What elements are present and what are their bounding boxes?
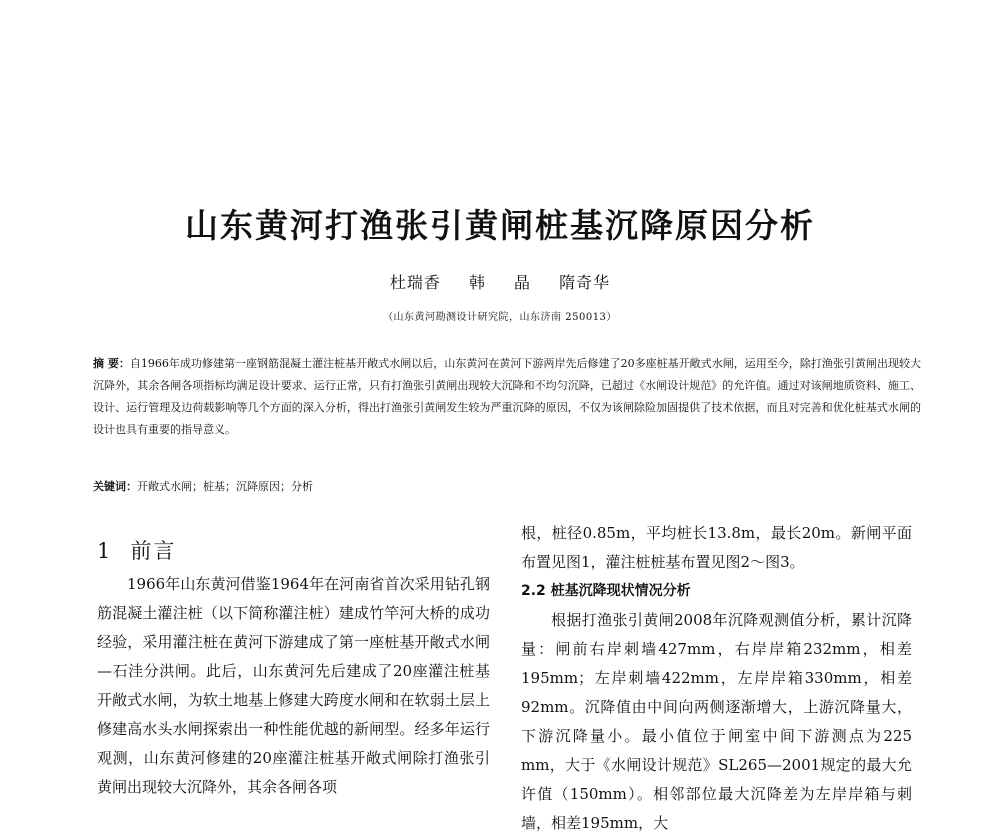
keywords-text: 开敞式水闸；桩基；沉降原因；分析 [137, 480, 313, 493]
section-1-title: 前言 [130, 539, 177, 563]
section-2-2-paragraph: 根据打渔张引黄闸2008年沉降观测值分析，累计沉降量：闸前右岸刺墙427mm，右岸岸箱232mm，相差195mm；左岸刺墙422mm，左岸岸箱330mm，相差92mm。沉降值由中间向两侧逐渐增大，上游沉降量大，下游沉降量小。最小值位于闸室中间下游测点为225 mm，大于《水闸设计规范》SL265—2001规定的最大允许值（150mm）。相邻部位最大沉降差为左岸岸箱与刺墙，相差195mm，大 [521, 611, 912, 832]
section-1-heading [97, 535, 176, 565]
keywords-block [93, 476, 921, 498]
section-1-paragraph: 1966年山东黄河借鉴1964年在河南省首次采用钻孔钢筋混凝土灌注桩（以下简称灌注桩）建成竹竿河大桥的成功经验，采用灌注桩在黄河下游建成了第一座桩基开敞式水闸—石洼分洪闸。此后，山东黄河先后建成了20座灌注桩基开敞式水闸，为软土地基上修建大跨度水闸和在软弱土层上修建高水头水闸探索出一种性能优越的新闸型。经多年运行观测，山东黄河修建的20座灌注桩基开敞式闸除打渔张引黄闸出现较大沉降外，其余各闸各项 [97, 575, 490, 796]
section-2-2-number: 2.2 [521, 583, 546, 599]
keywords-label: 关键词： [93, 480, 137, 493]
abstract-label: 摘 要： [93, 357, 130, 370]
continued-paragraph: 根，桩径0.85m，平均桩长13.8m，最长20m。新闸平面布置见图1，灌注桩桩基布置见图2～图3。 [521, 524, 912, 571]
right-column [521, 519, 912, 838]
left-column [97, 570, 490, 802]
paper-title: 山东黄河打渔张引黄闸桩基沉降原因分析 [185, 206, 815, 245]
authors-line: 杜瑞香 韩 晶 隋奇华 [389, 273, 611, 292]
section-1-number: 1 [97, 539, 113, 563]
affiliation-line: （山东黄河勘测设计研究院，山东济南 250013） [383, 312, 617, 323]
section-2-2-heading [521, 577, 912, 606]
abstract-text: 自1966年成功修建第一座钢筋混凝土灌注桩基开敞式水闸以后，山东黄河在黄河下游两岸先后修建了20多座桩基开敞式水闸，运用至今，除打渔张引黄闸出现较大沉降外，其余各闸各项指标均满足设计要求、运行正常，只有打渔张引黄闸出现较大沉降和不均匀沉降，已超过《水闸设计规范》的允许值。通过对该闸地质资料、施工、设计、运行管理及边荷载影响等几个方面的深入分析，得出打渔张引黄闸发生较为严重沉降的原因，不仅为该闸除险加固提供了技术依据，而且对完善和优化桩基式水闸的设计也具有重要的指导意义。 [93, 357, 921, 436]
abstract-block [93, 353, 921, 441]
section-2-2-title: 桩基沉降现状情况分析 [550, 583, 691, 599]
